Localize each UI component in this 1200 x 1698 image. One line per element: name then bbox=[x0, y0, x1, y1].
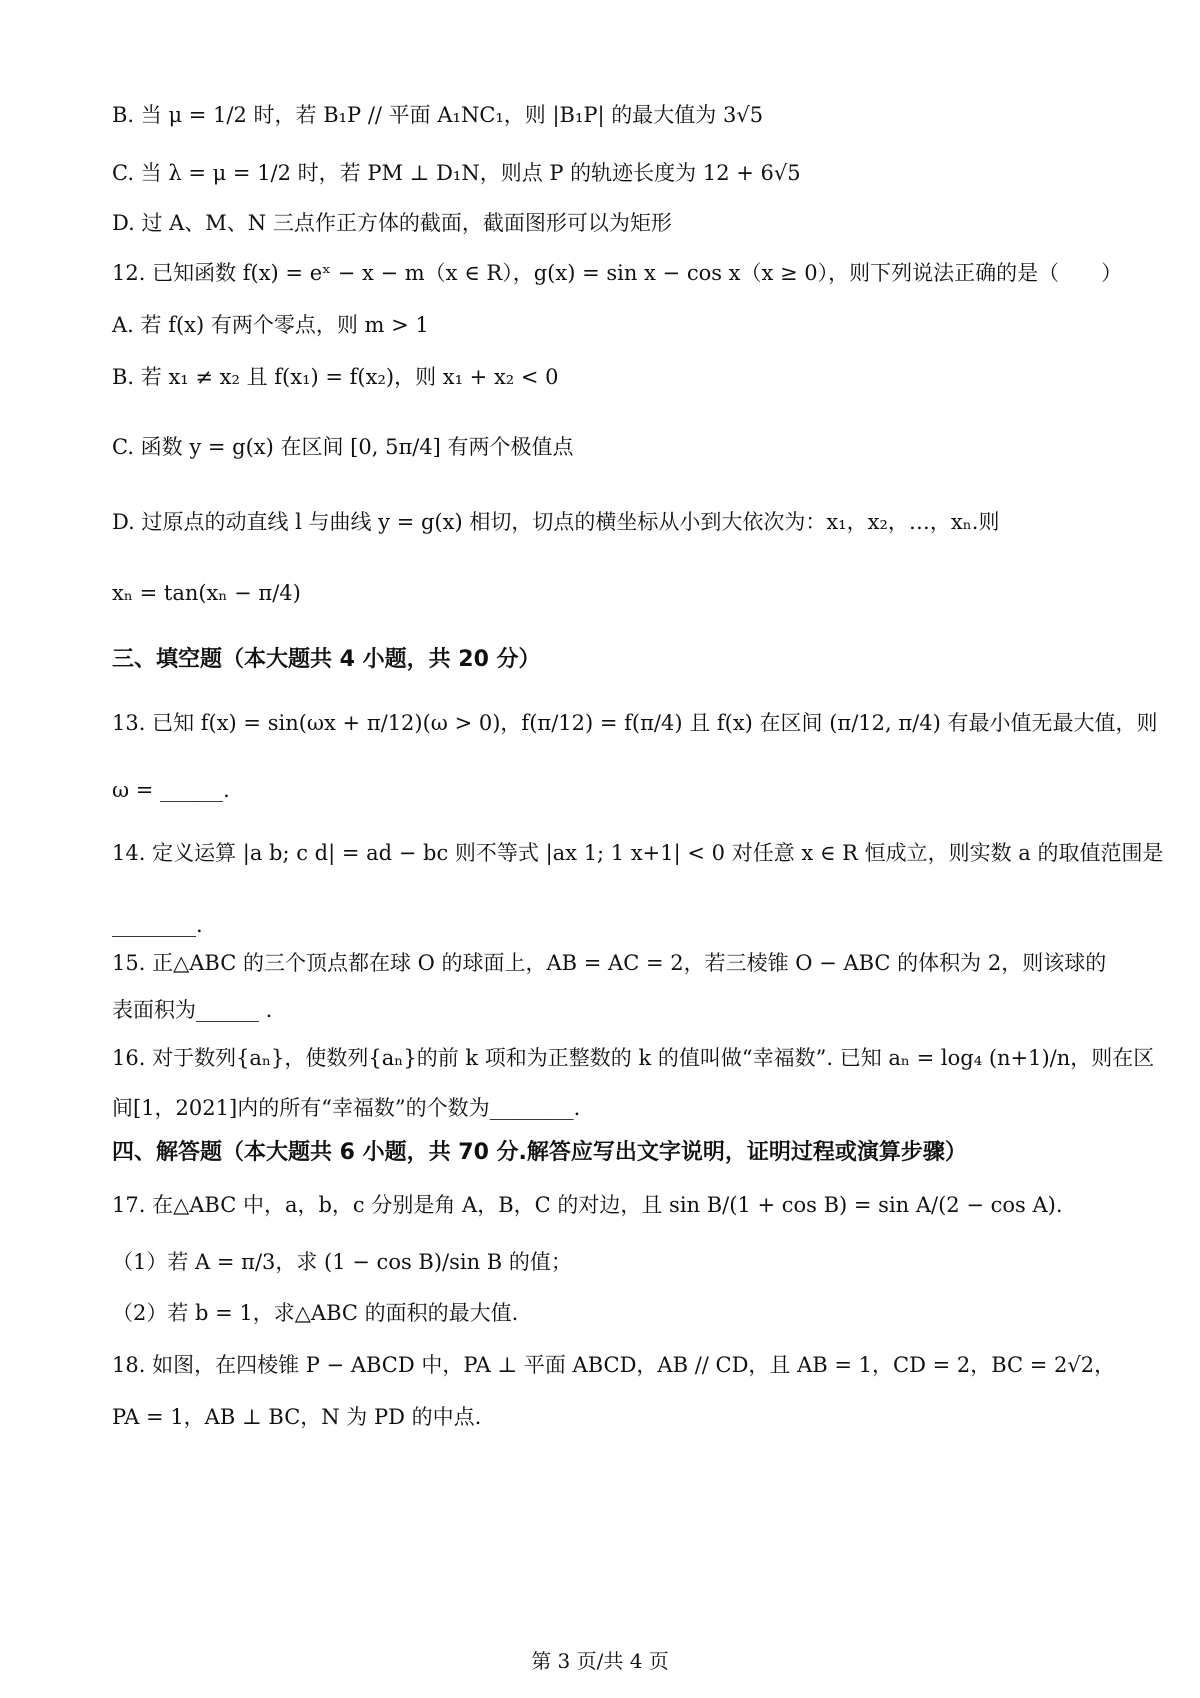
section-answer-heading: 四、解答题（本大题共 6 小题，共 70 分.解答应写出文字说明，证明过程或演算步骤） bbox=[112, 1140, 967, 1165]
option-12a: A. 若 f(x) 有两个零点，则 m > 1 bbox=[112, 313, 429, 337]
question-17-part-2: （2）若 b = 1，求△ABC 的面积的最大值. bbox=[112, 1301, 519, 1325]
question-14-blank: ________. bbox=[112, 913, 203, 937]
question-13: 13. 已知 f(x) = sin(ωx + π/12)(ω > 0)，f(π/12) = f(π/4) 且 f(x) 在区间 (π/12, π/4) 有最小值无最大值，则 bbox=[112, 711, 1158, 735]
option-12d: D. 过原点的动直线 l 与曲线 y = g(x) 相切，切点的横坐标从小到大依次为：x₁，x₂，…，xₙ.则 bbox=[112, 510, 1000, 534]
question-18: 18. 如图，在四棱锥 P − ABCD 中，PA ⊥ 平面 ABCD，AB // CD，且 AB = 1，CD = 2，BC = 2√2， bbox=[112, 1353, 1116, 1377]
option-11d: D. 过 A、M、N 三点作正方体的截面，截面图形可以为矩形 bbox=[112, 211, 672, 235]
question-17: 17. 在△ABC 中，a，b，c 分别是角 A，B，C 的对边，且 sin B/(1 + cos B) = sin A/(2 − cos A). bbox=[112, 1193, 1063, 1217]
option-12d-formula: xₙ = tan(xₙ − π/4) bbox=[112, 581, 301, 605]
option-11c: C. 当 λ = μ = 1/2 时，若 PM ⊥ D₁N，则点 P 的轨迹长度为 12 + 6√5 bbox=[112, 161, 801, 185]
question-14: 14. 定义运算 |a b; c d| = ad − bc 则不等式 |ax 1; 1 x+1| < 0 对任意 x ∈ R 恒成立，则实数 a 的取值范围是 bbox=[112, 841, 1164, 865]
question-16-cont: 间[1，2021]内的所有“幸福数”的个数为________. bbox=[112, 1096, 581, 1120]
question-16: 16. 对于数列{aₙ}，使数列{aₙ}的前 k 项和为正整数的 k 的值叫做“幸福数”. 已知 aₙ = log₄ (n+1)/n，则在区 bbox=[112, 1046, 1155, 1070]
option-12b: B. 若 x₁ ≠ x₂ 且 f(x₁) = f(x₂)，则 x₁ + x₂ < 0 bbox=[112, 365, 559, 389]
question-12: 12. 已知函数 f(x) = eˣ − x − m（x ∈ R），g(x) = sin x − cos x（x ≥ 0），则下列说法正确的是（ ） bbox=[112, 261, 1123, 285]
question-13-blank: ω = ______. bbox=[112, 778, 230, 802]
option-11b: B. 当 μ = 1/2 时，若 B₁P // 平面 A₁NC₁，则 |B₁P| 的最大值为 3√5 bbox=[112, 103, 764, 127]
option-12c: C. 函数 y = g(x) 在区间 [0, 5π/4] 有两个极值点 bbox=[112, 435, 574, 459]
question-18-cont: PA = 1，AB ⊥ BC，N 为 PD 的中点. bbox=[112, 1405, 482, 1429]
page-number-footer: 第 3 页/共 4 页 bbox=[531, 1649, 669, 1673]
section-fill-blank-heading: 三、填空题（本大题共 4 小题，共 20 分） bbox=[112, 647, 541, 672]
question-17-part-1: （1）若 A = π/3，求 (1 − cos B)/sin B 的值； bbox=[112, 1250, 572, 1274]
question-15-cont: 表面积为______ . bbox=[112, 998, 273, 1022]
question-15: 15. 正△ABC 的三个顶点都在球 O 的球面上，AB = AC = 2，若三棱锥 O − ABC 的体积为 2，则该球的 bbox=[112, 951, 1107, 975]
